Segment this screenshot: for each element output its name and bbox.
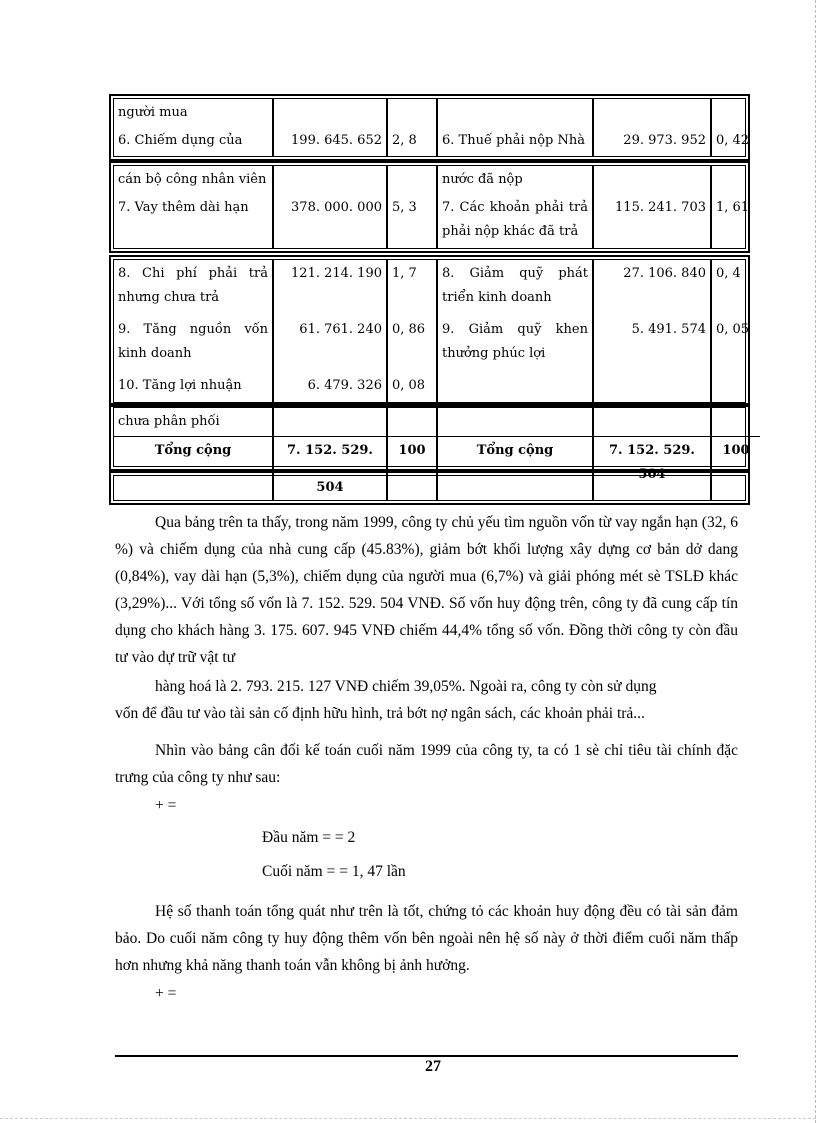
footer-rule: [115, 1055, 738, 1057]
paragraph-line: vốn để đầu tư vào tài sản cố định hữu hình, trả bớt nợ ngân sách, các khoản phải trả...: [115, 705, 645, 722]
table-cell: 7. Các khoản phải trả phải nộp khác đã trả: [437, 194, 593, 248]
paragraph-indicators: Nhìn vào bảng cân đối kế toán cuối năm 1999 của công ty, ta có 1 sè chỉ tiêu tài chính đặc trưng của công ty như sau:: [115, 742, 738, 786]
table-cell: 7. Vay thêm dài hạn: [118, 200, 249, 215]
table-cell: 6. Thuế phải nộp Nhà: [437, 127, 593, 156]
table-cell: 2, 8: [387, 127, 437, 156]
table-cell: 5, 3: [387, 194, 437, 248]
table-cell: 0, 08: [387, 372, 437, 402]
total-value-continued: 504: [273, 476, 387, 500]
page-number: 27: [425, 1060, 441, 1072]
table-cell: 121. 214. 190: [273, 260, 387, 316]
total-value: 7. 152. 529.: [273, 437, 387, 490]
table-cell: 8. Giảm quỹ phát triển kinh doanh: [437, 260, 593, 316]
table-cell: 6. 479. 326: [273, 372, 387, 402]
table-cell: 9. Giảm quỹ khen thưởng phúc lợi: [437, 316, 593, 372]
table-cell: 5. 491. 574: [593, 316, 711, 372]
paragraph-analysis: Qua bảng trên ta thấy, trong năm 1999, công ty chủ yếu tìm nguồn vốn từ vay ngắn hạn (32, 6 %) và chiếm dụng của nhà cung cấp (45.83%), giảm bớt khối lượng xây dựng cơ bản dở dang (0,84%), vay dài hạn (5,3%), chiếm dụng của người mua (6,7%) và giải phóng mét sè TSLĐ khác (3,29%)... Với tổng số vốn là 7. 152. 529. 504 VNĐ. Số vốn huy động trên, công ty đã cung cấp tín dụng cho khách hàng 3. 175. 607. 945 VNĐ chiếm 44,4% tổng số vốn. Đồng thời công ty còn đầu tư vào dự trữ vật tư: [115, 514, 738, 666]
table-block-3: [110, 256, 749, 406]
table-cell: 10. Tăng lợi nhuận: [118, 378, 242, 393]
table-cell: 199. 645. 652: [273, 127, 387, 156]
table-block-1: [110, 95, 749, 160]
formula-line: + =: [155, 985, 177, 1002]
total-label: Tổng cộng: [114, 437, 273, 490]
table-cell: 8. Chi phí phải trả nhưng chưa trả: [118, 266, 268, 305]
table-cell: chưa phân phối: [118, 414, 220, 429]
table-block-4: [110, 404, 750, 482]
table-block-2: [110, 162, 749, 252]
paragraph-line: hàng hoá là 2. 793. 215. 127 VNĐ chiếm 39,05%. Ngoài ra, công ty còn sử dụng: [155, 678, 657, 695]
table-cell: 6. Chiếm dụng của: [118, 133, 243, 148]
page-bottom-edge: [0, 1118, 816, 1119]
table-cell: 0, 05: [711, 316, 760, 372]
table-cell: 27. 106. 840: [593, 260, 711, 316]
table-cell: cán bộ công nhân viên: [118, 172, 267, 187]
total-pct: 100: [387, 437, 437, 490]
table-cell: 9. Tăng nguồn vốn kinh doanh: [118, 322, 268, 361]
total-value: 7. 152. 529. 504: [593, 437, 711, 490]
formula-end-year: Cuối năm = = 1, 47 lần: [262, 863, 406, 880]
table-cell: 61. 761. 240: [273, 316, 387, 372]
table-cell: 1, 61: [711, 194, 760, 248]
table-cell: 0, 86: [387, 316, 437, 372]
formula-start-year: Đầu năm = = 2: [262, 829, 356, 846]
total-label: Tổng cộng: [437, 437, 593, 490]
total-pct: 100: [711, 437, 760, 490]
table-cell: 0, 4: [711, 260, 760, 316]
table-block-5: [110, 472, 749, 504]
table-cell: người mua: [118, 105, 188, 120]
table-cell: 0, 42: [711, 127, 760, 156]
table-cell: 29. 973. 952: [593, 127, 711, 156]
formula-line: + =: [155, 797, 177, 814]
table-cell: nước đã nộp: [437, 166, 593, 194]
paragraph-conclusion: Hệ số thanh toán tổng quát như trên là tốt, chứng tỏ các khoản huy động đều có tài sản đảm bảo. Do cuối năm công ty huy động thêm vốn bên ngoài nên hệ số này ở thời điểm cuối năm thấp hơn nhưng khả năng thanh toán vẫn không bị ảnh hưởng.: [115, 903, 738, 974]
table-cell: 1, 7: [387, 260, 437, 316]
table-cell: 378. 000. 000: [273, 194, 387, 248]
table-cell: 115. 241. 703: [593, 194, 711, 248]
